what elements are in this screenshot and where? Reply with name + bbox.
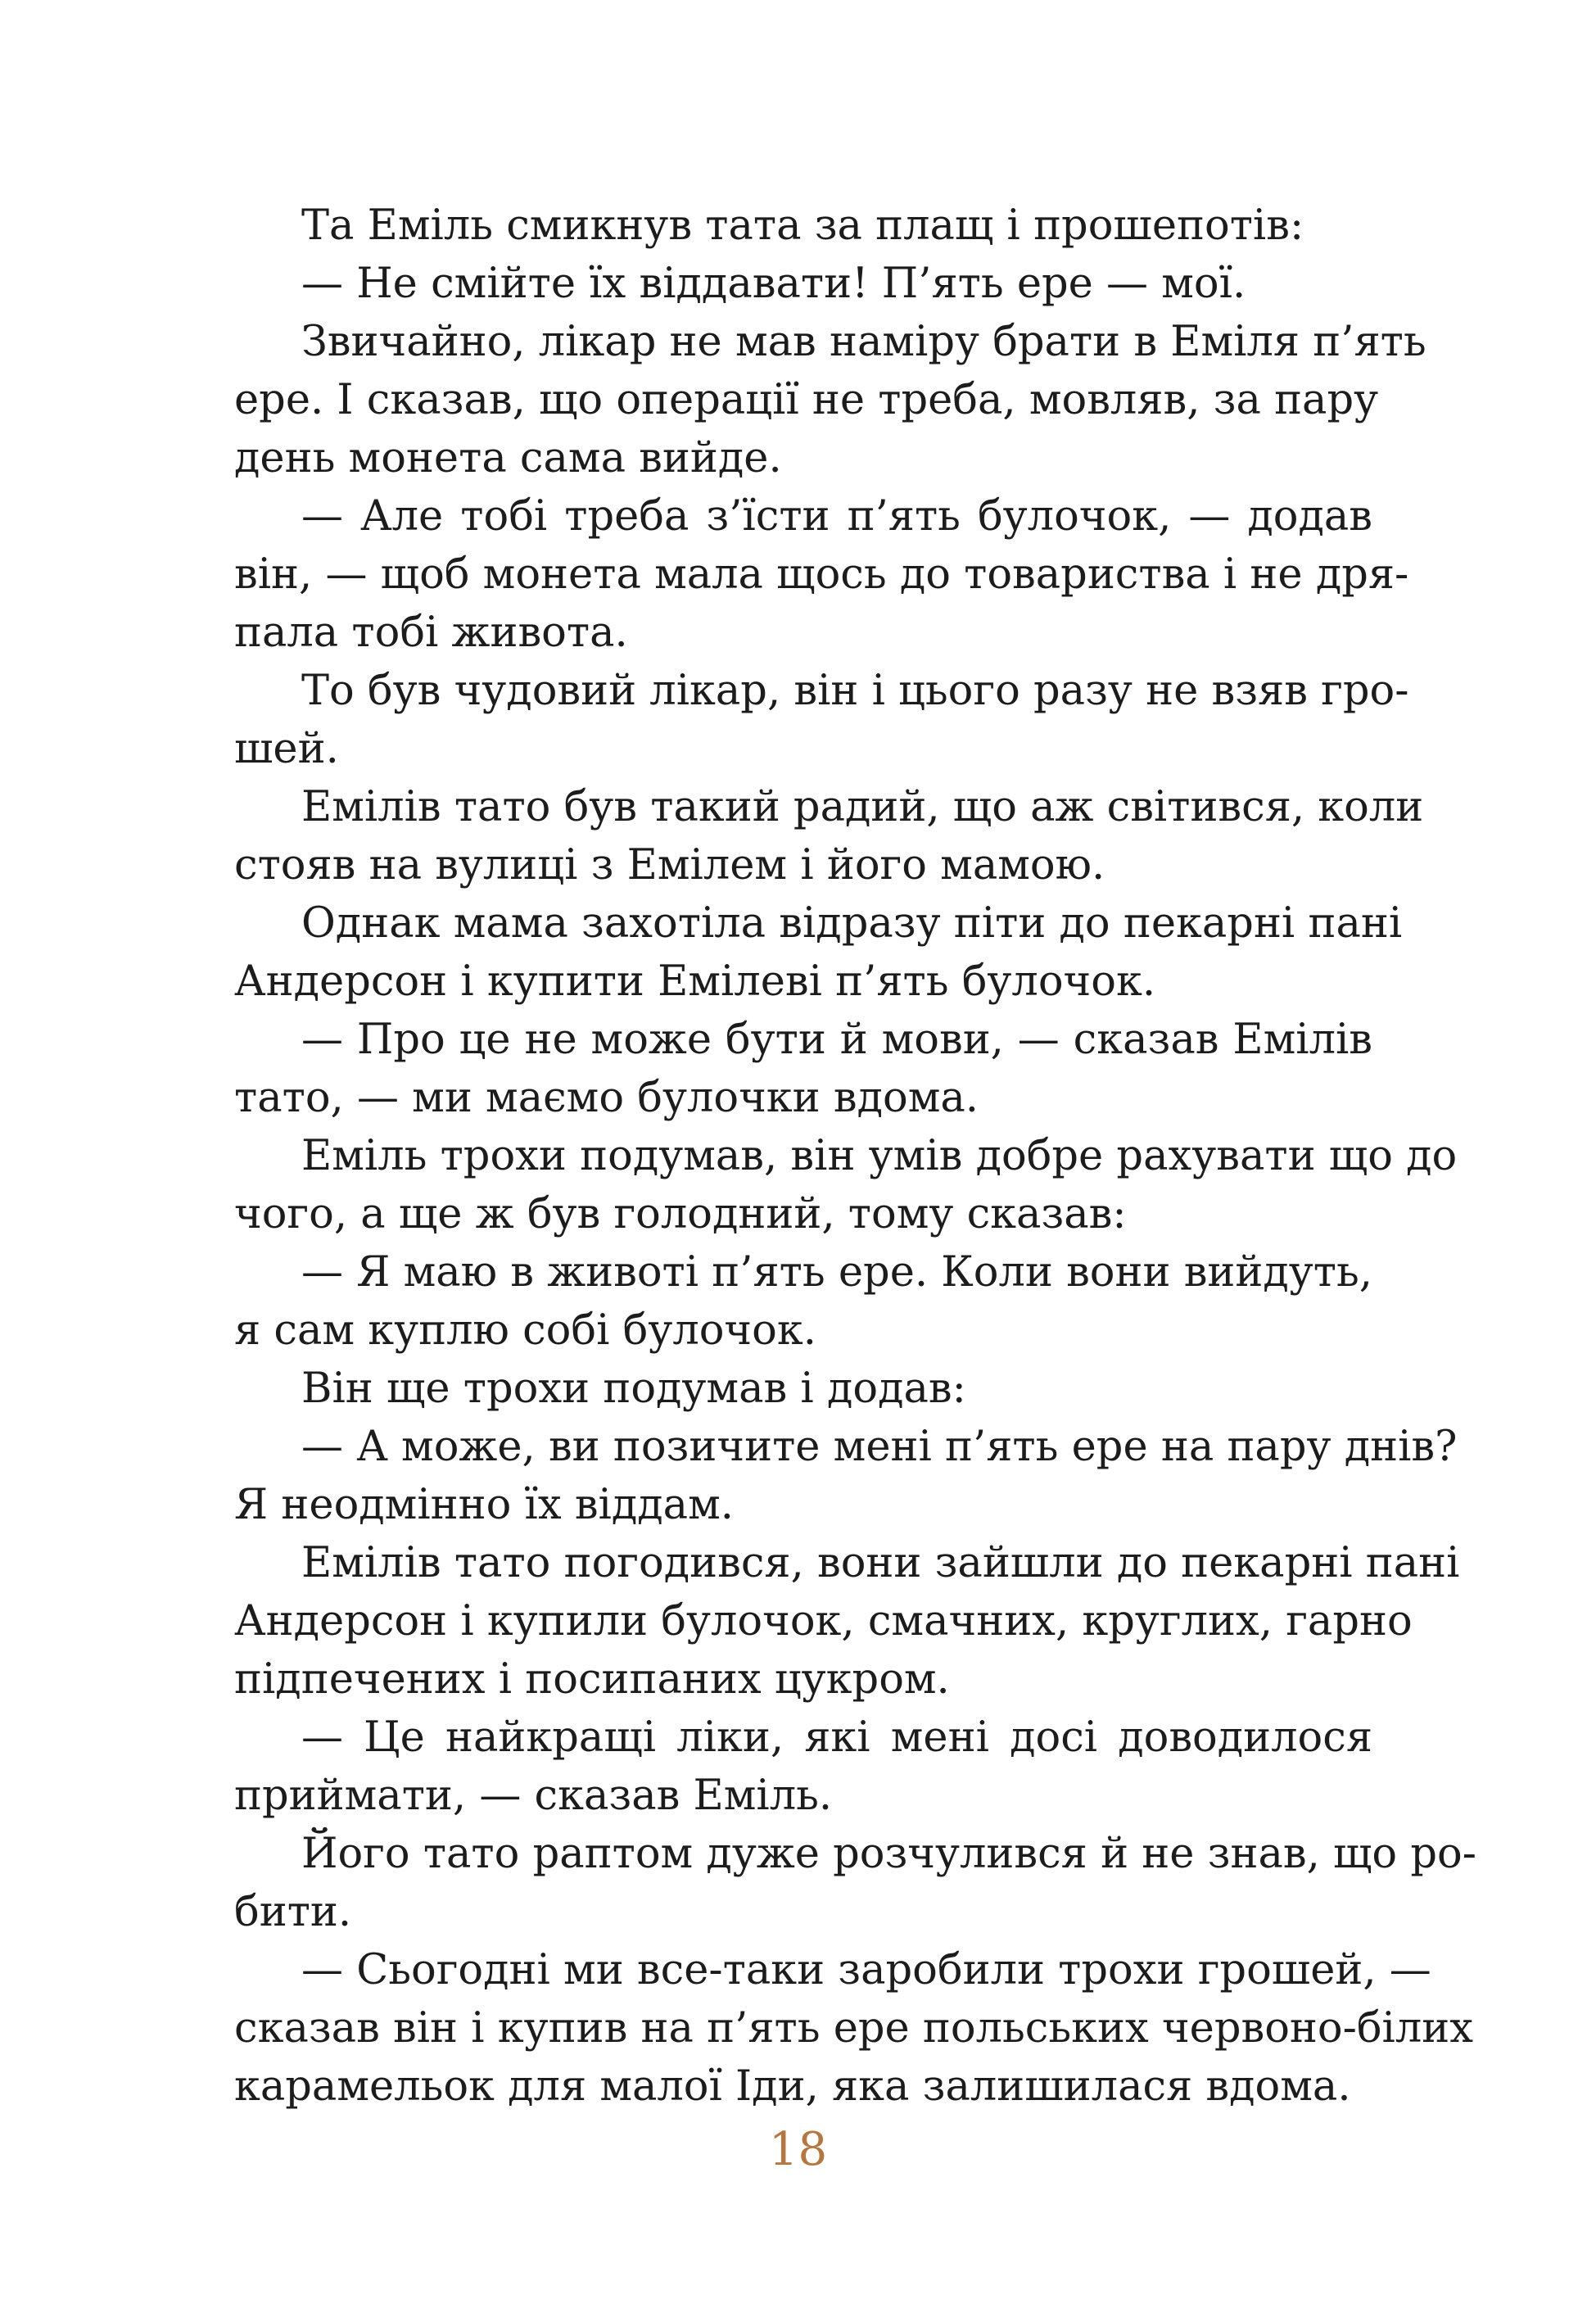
text-line: Та Еміль смикнув тата за плащ і прошепотів: (301, 201, 1304, 250)
paragraph (234, 1243, 1372, 1360)
text-line: — А може, ви позичите мені п’ять ере на пару днів? (301, 1423, 1458, 1471)
paragraph (234, 1941, 1474, 2116)
paragraph (234, 197, 1372, 255)
text-line: Емілів тато був такий радий, що аж світився, коли (301, 783, 1424, 831)
text-line: Еміль трохи подумав, він умів добре рахувати що до (301, 1132, 1458, 1180)
paragraph (234, 313, 1426, 487)
text-line: карамельок для малої Іди, яка залишилася вдома. (234, 2062, 1351, 2111)
text-line: — Про це не може бути й мови, — сказав Емілів (301, 1016, 1372, 1064)
text-line: — Я маю в животі п’ять ере. Коли вони вийдуть, (301, 1248, 1372, 1297)
text-line: день монета сама вийде. (234, 434, 782, 482)
paragraph (234, 487, 1409, 662)
paragraph (234, 1534, 1460, 1709)
text-line: пала тобі живота. (234, 609, 628, 657)
paragraph (234, 1418, 1458, 1534)
paragraph (234, 1825, 1476, 1941)
text-line: чого, а ще ж був голодний, тому сказав: (234, 1190, 1127, 1238)
text-line: я сам куплю собі булочок. (234, 1306, 816, 1355)
text-line: — Не смійте їх віддавати! П’ять ере — мої. (301, 260, 1246, 308)
text-line: тато, — ми маємо булочки вдома. (234, 1074, 979, 1122)
text-line: Його тато раптом дуже розчулився й не знав, що ро- (301, 1830, 1476, 1878)
text-line: сказав він і купив на п’ять ере польських червоно-білих (234, 2004, 1474, 2053)
paragraph (234, 1709, 1372, 1825)
text-line: Однак мама захотіла відразу піти до пекарні пані (301, 899, 1403, 948)
text-line: Я неодмінно їх віддам. (234, 1481, 734, 1529)
text-line: ере. І сказав, що операції не треба, мовляв, за пару (234, 376, 1379, 424)
text-line: приймати, — сказав Еміль. (234, 1772, 833, 1820)
text-line: Андерсон і купили булочок, смачних, круглих, гарно (234, 1597, 1413, 1645)
paragraph (234, 255, 1372, 313)
page-number: 18 (768, 2123, 828, 2176)
paragraph (234, 1360, 1372, 1418)
text-line: Емілів тато погодився, вони зайшли до пекарні пані (301, 1539, 1460, 1587)
paragraph (234, 662, 1409, 778)
text-line: Звичайно, лікар не мав наміру брати в Еміля п’ять (301, 318, 1426, 366)
text-line: То був чудовий лікар, він і цього разу не взяв гро- (301, 667, 1409, 715)
paragraph (234, 1011, 1372, 1127)
paragraph (234, 778, 1424, 894)
text-line: стояв на вулиці з Емілем і його мамою. (234, 841, 1105, 889)
body-text (234, 197, 1476, 2116)
text-line: Андерсон і купити Емілеві п’ять булочок. (234, 957, 1156, 1006)
text-line: — Сьогодні ми все-таки заробили трохи грошей, — (301, 1946, 1431, 1994)
text-line: Він ще трохи подумав і додав: (301, 1365, 966, 1413)
text-line: підпечених і посипаних цукром. (234, 1655, 950, 1704)
text-line: бити. (234, 1888, 352, 1936)
text-line: шей. (234, 725, 339, 773)
paragraph (234, 894, 1403, 1011)
paragraph (234, 1127, 1458, 1243)
text-line: — Але тобі треба з’їсти п’ять булочок, — додав (301, 492, 1372, 541)
text-line: він, — щоб монета мала щось до товариства і не дря- (234, 550, 1409, 599)
text-line: — Це найкращі ліки, які мені досі доводилося (301, 1713, 1372, 1762)
